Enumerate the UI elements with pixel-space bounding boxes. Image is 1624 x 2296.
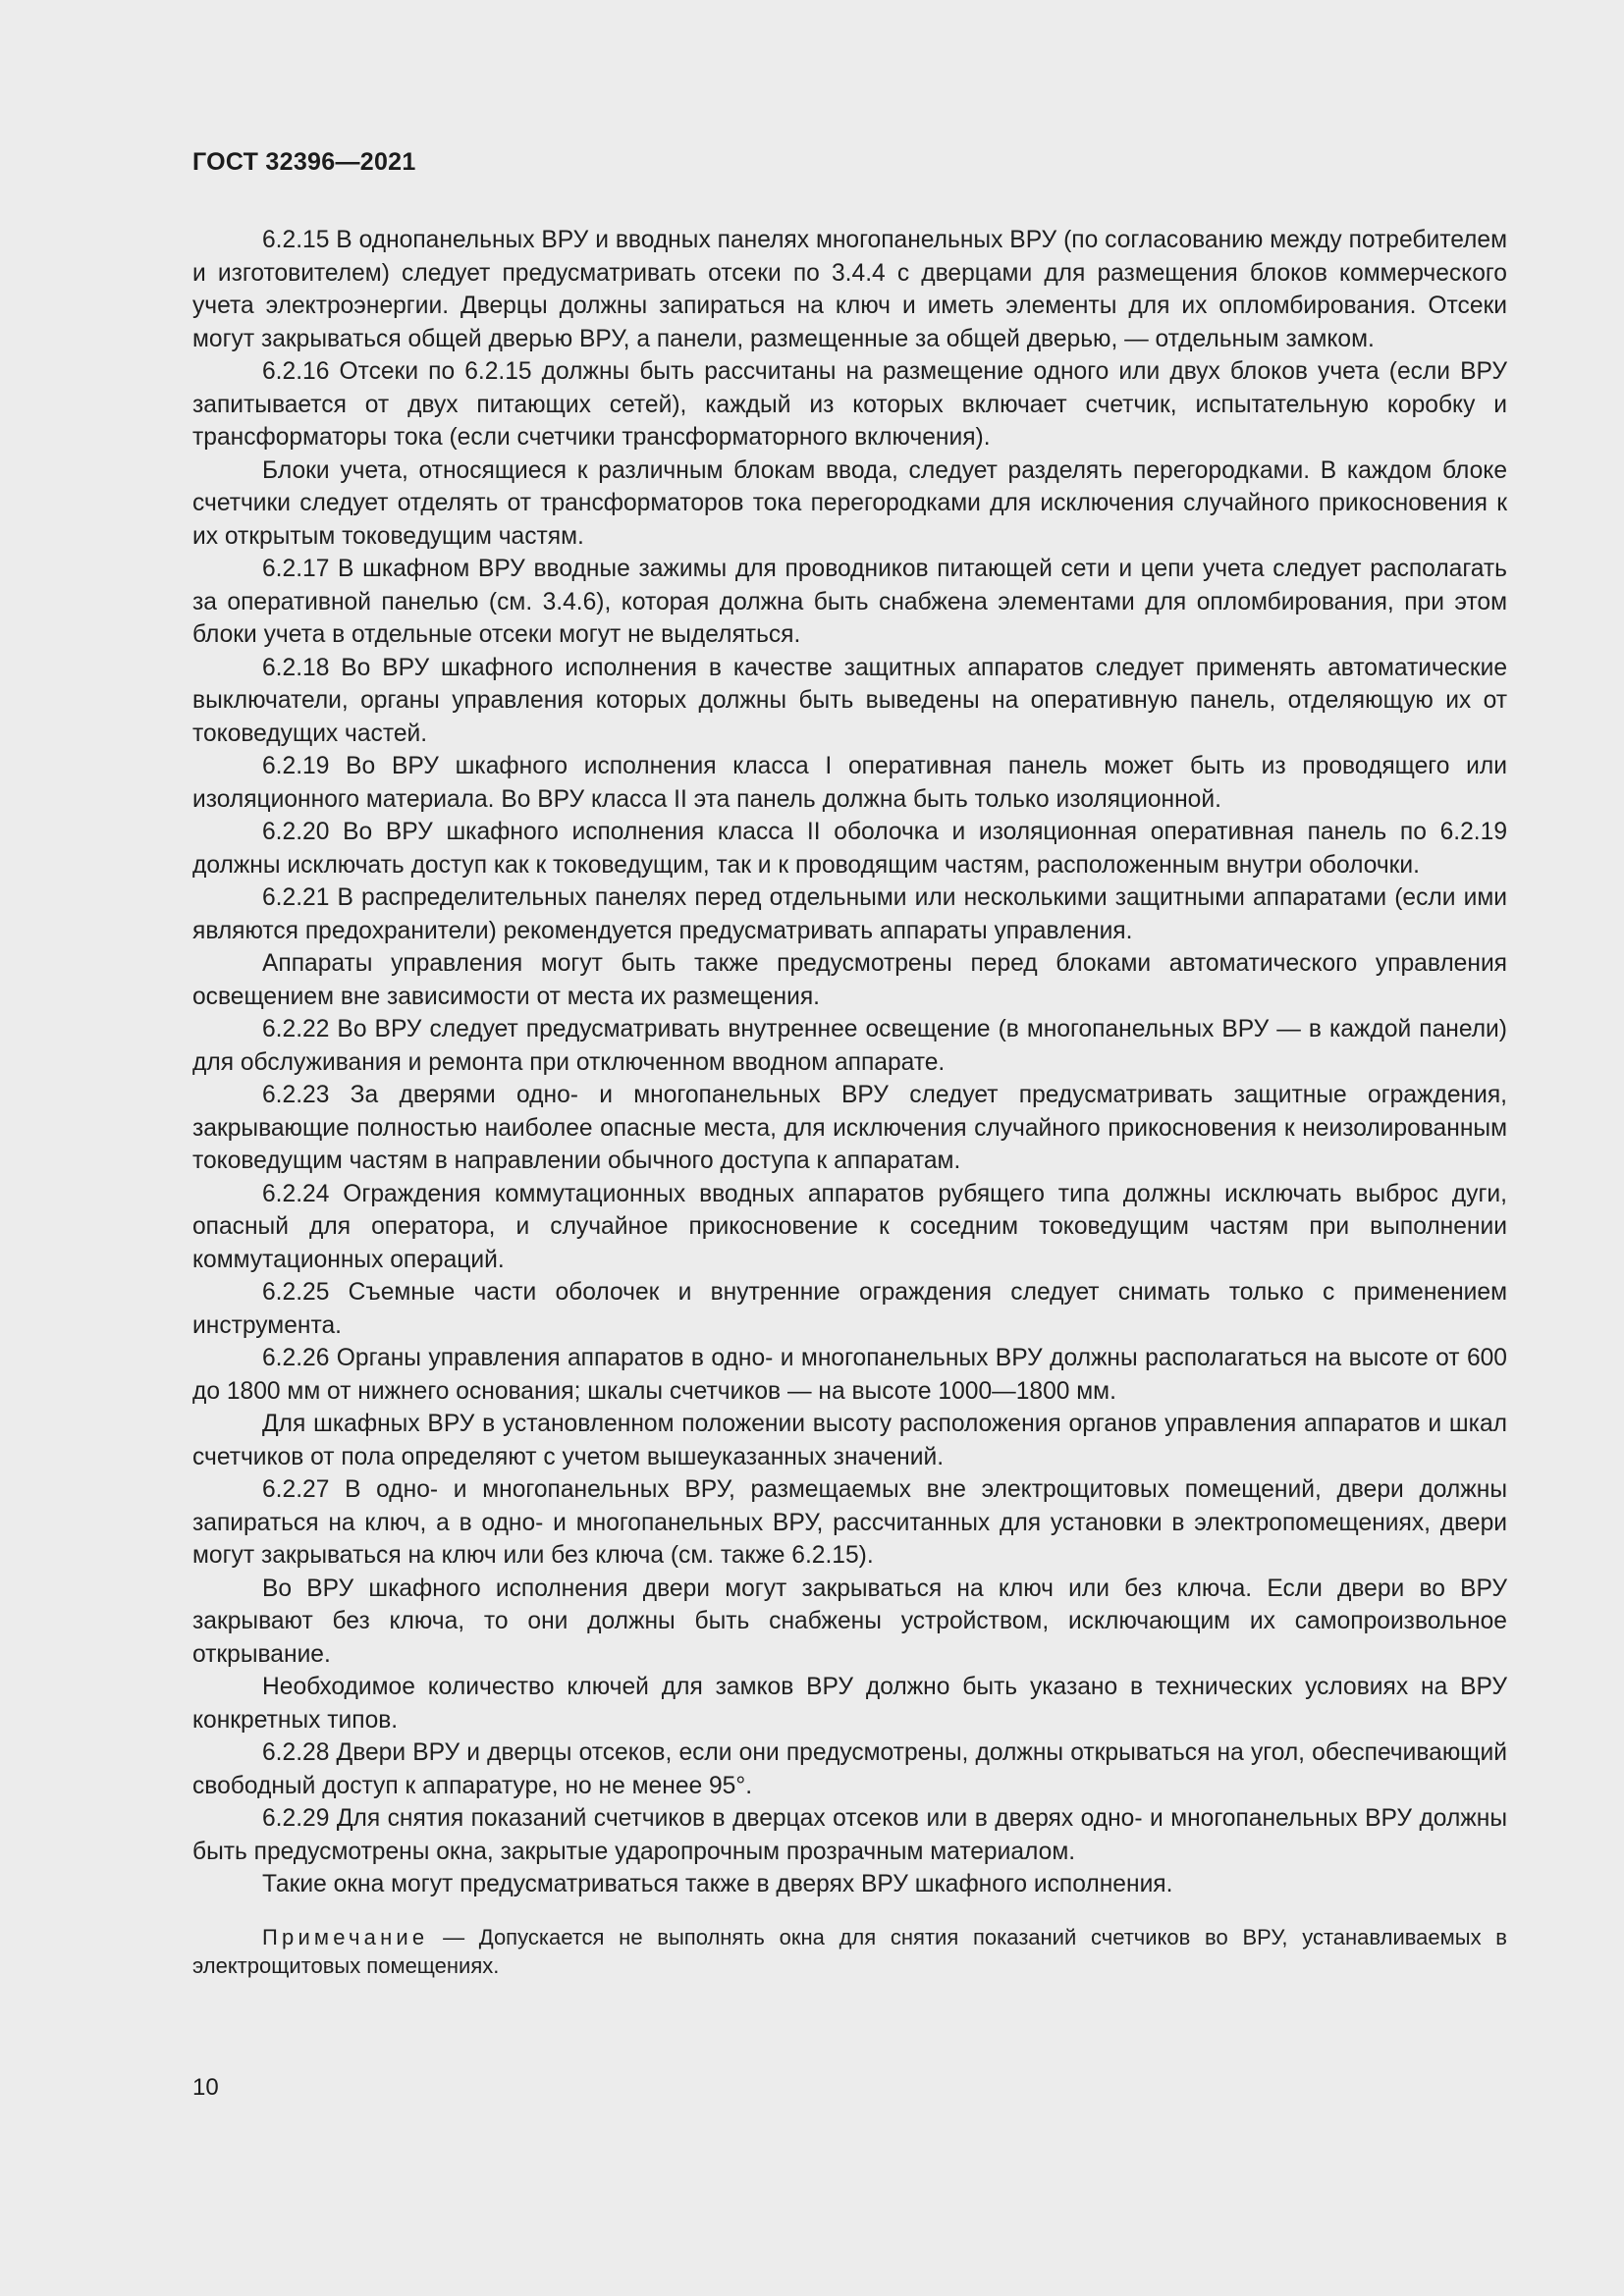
paragraph: 6.2.22 Во ВРУ следует предусматривать внутреннее освещение (в многопанельных ВРУ — в каждой панели) для обслуживания и ремонта при отключенном вводном аппарате. <box>192 1016 1507 1076</box>
paragraph: 6.2.29 Для снятия показаний счетчиков в дверцах отсеков или в дверях одно- и многопанельных ВРУ должны быть предусмотрены окна, закрытые ударопрочным прозрачным материалом. <box>192 1805 1507 1865</box>
paragraph: 6.2.15 В однопанельных ВРУ и вводных панелях многопанельных ВРУ (по согласованию между потребителем и изготовителем) следует предусматривать отсеки по 3.4.4 с дверцами для размещения блоков коммерческого учета электроэнергии. Дверцы должны запираться на ключ и иметь элементы для их опломбирования. Отсеки могут закрываться общей дверью ВРУ, а панели, размещенные за общей дверью, — отдельным замком. <box>192 227 1507 352</box>
paragraph: Во ВРУ шкафного исполнения двери могут закрываться на ключ или без ключа. Если двери во ВРУ закрывают без ключа, то они должны быть снабжены устройством, исключающим их самопроизвольное открывание. <box>192 1575 1507 1668</box>
paragraph: Аппараты управления могут быть также предусмотрены перед блоками автоматического управления освещением вне зависимости от места их размещения. <box>192 950 1507 1010</box>
document-body <box>192 224 1507 1980</box>
paragraph: 6.2.18 Во ВРУ шкафного исполнения в качестве защитных аппаратов следует применять автоматические выключатели, органы управления которых должны быть выведены на оперативную панель, отделяющую их от токоведущих частей. <box>192 654 1507 747</box>
paragraph: 6.2.17 В шкафном ВРУ вводные зажимы для проводников питающей сети и цепи учета следует располагать за оперативной панелью (см. 3.4.6), которая должна быть снабжена элементами для опломбирования, при этом блоки учета в отдельные отсеки могут не выделяться. <box>192 556 1507 648</box>
paragraph: 6.2.20 Во ВРУ шкафного исполнения класса II оболочка и изоляционная оперативная панель по 6.2.19 должны исключать доступ как к токоведущим, так и к проводящим частям, расположенным внутри оболочки. <box>192 819 1507 879</box>
paragraph: 6.2.16 Отсеки по 6.2.15 должны быть рассчитаны на размещение одного или двух блоков учета (если ВРУ запитывается от двух питающих сетей), каждый из которых включает счетчик, испытательную коробку и трансформаторы тока (если счетчики трансформаторного включения). <box>192 358 1507 451</box>
paragraph: Для шкафных ВРУ в установленном положении высоту расположения органов управления аппаратов и шкал счетчиков от пола определяют с учетом вышеуказанных значений. <box>192 1411 1507 1470</box>
paragraph: 6.2.24 Ограждения коммутационных вводных аппаратов рубящего типа должны исключать выброс дуги, опасный для оператора, и случайное прикосновение к соседним токоведущим частям при выполнении коммутационных операций. <box>192 1180 1507 1273</box>
paragraph: Блоки учета, относящиеся к различным блокам ввода, следует разделять перегородками. В каждом блоке счетчики следует отделять от трансформаторов тока перегородками для исключения случайного прикосновения к их открытым токоведущим частям. <box>192 456 1507 550</box>
paragraph: Такие окна могут предусматриваться также в дверях ВРУ шкафного исполнения. <box>262 1871 1173 1897</box>
page-number: 10 <box>192 2074 219 2101</box>
paragraph: 6.2.28 Двери ВРУ и дверцы отсеков, если они предусмотрены, должны открываться на угол, обеспечивающий свободный доступ к аппаратуре, но не менее 95°. <box>192 1739 1507 1799</box>
paragraph: 6.2.19 Во ВРУ шкафного исполнения класса I оперативная панель может быть из проводящего или изоляционного материала. Во ВРУ класса II эта панель должна быть только изоляционной. <box>192 753 1507 813</box>
note-text: — Допускается не выполнять окна для снятия показаний счетчиков во ВРУ, устанавливаемых в электрощитовых помещениях. <box>192 1924 1507 1978</box>
paragraph: 6.2.23 За дверями одно- и многопанельных ВРУ следует предусматривать защитные ограждения, закрывающие полностью наиболее опасные места, для исключения случайного прикосновения к неизолированным токоведущим частям в направлении обычного доступа к аппаратам. <box>192 1082 1507 1174</box>
paragraph: 6.2.25 Съемные части оболочек и внутренние ограждения следует снимать только с применением инструмента. <box>192 1279 1507 1339</box>
note-label: Примечание <box>262 1924 429 1949</box>
paragraph: 6.2.26 Органы управления аппаратов в одно- и многопанельных ВРУ должны располагаться на высоте от 600 до 1800 мм от нижнего основания; шкалы счетчиков — на высоте 1000—1800 мм. <box>192 1345 1507 1405</box>
paragraph: 6.2.27 В одно- и многопанельных ВРУ, размещаемых вне электрощитовых помещений, двери должны запираться на ключ, а в одно- и многопанельных ВРУ, рассчитанных для установки в электропомещениях, двери могут закрываться на ключ или без ключа (см. также 6.2.15). <box>192 1476 1507 1569</box>
note <box>192 1923 1507 1980</box>
paragraph: 6.2.21 В распределительных панелях перед отдельными или несколькими защитными аппаратами (если ими являются предохранители) рекомендуется предусматривать аппараты управления. <box>192 884 1507 944</box>
document-header: ГОСТ 32396—2021 <box>192 148 416 176</box>
paragraph: Необходимое количество ключей для замков ВРУ должно быть указано в технических условиях на ВРУ конкретных типов. <box>192 1674 1507 1734</box>
